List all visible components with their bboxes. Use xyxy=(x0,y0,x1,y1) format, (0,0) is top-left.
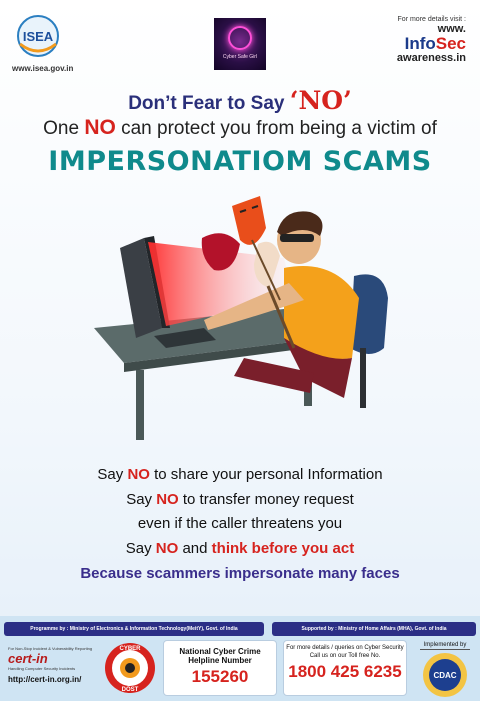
headline-line1 xyxy=(0,86,480,115)
message-m2-post: to transfer money request xyxy=(178,491,354,508)
cert-sub-text: Handling Computer Security Incidents xyxy=(8,666,76,671)
tollfree-number[interactable]: 1800 425 6235 xyxy=(288,662,402,681)
message-transfer-money xyxy=(0,491,480,508)
helpline-title: National Cyber Crime Helpline Number xyxy=(179,647,261,665)
infosec-visit-label: For more details visit : xyxy=(397,16,466,23)
message-m4-pre: Say xyxy=(125,540,156,557)
message-m2-no: NO xyxy=(156,491,179,508)
message-m1-pre: Say xyxy=(97,466,128,483)
cyber-dost-top: CYBER xyxy=(119,646,141,652)
queries-sub: Call us on our Toll free No. xyxy=(309,653,381,659)
cyber-safe-girl-logo xyxy=(214,18,266,70)
infosec-logo[interactable] xyxy=(397,16,466,64)
headline-line2 xyxy=(0,116,480,140)
cyber-dost-bottom: DOST xyxy=(121,687,139,693)
cert-in-url[interactable]: http://cert-in.org.in/ xyxy=(8,675,82,684)
supported-bar: Supported by : Ministry of Home Affairs (MHA), Govt. of India xyxy=(272,622,476,636)
isea-logo xyxy=(12,14,64,60)
cert-tiny-text: For Non-Stop Incident & Vulnerability Reporting xyxy=(8,646,93,651)
headline-line1-pre: Don’t Fear to Say xyxy=(128,93,290,114)
message-m4-no: NO xyxy=(155,540,179,557)
message-m4-think: think before you act xyxy=(211,540,355,557)
message-think xyxy=(0,540,480,557)
implemented-underline xyxy=(420,649,470,650)
headline-line2-post: can protect you from being a victim of xyxy=(115,118,437,139)
message-m1-post: to share your personal Information xyxy=(149,466,383,483)
implemented-by-label: Implemented by xyxy=(423,642,467,648)
message-m2-pre: Say xyxy=(126,491,157,508)
isea-logo-text: ISEA xyxy=(22,29,54,44)
programme-bar: Programme by : Ministry of Electronics & Information Technology(MeitY), Govt. of India xyxy=(4,622,264,636)
message-share-info xyxy=(0,466,480,483)
infosec-www: www. xyxy=(437,23,466,35)
infosec-brand-info: Info xyxy=(404,34,436,53)
implemented-by xyxy=(414,642,476,701)
infosec-brand xyxy=(397,35,466,52)
helpline-box xyxy=(163,640,277,696)
cyber-dost-logo xyxy=(104,642,156,694)
tollfree-box xyxy=(283,640,407,696)
headline-line2-no: NO xyxy=(84,116,116,139)
message-caller-threatens: even if the caller threatens you xyxy=(137,515,343,532)
helpline-number[interactable]: 155260 xyxy=(191,667,249,686)
cdac-label: CDAC xyxy=(433,671,457,680)
isea-url[interactable]: www.isea.gov.in xyxy=(12,64,74,73)
message-impersonate: Because scammers impersonate many faces xyxy=(80,565,400,582)
message-m4-mid: and xyxy=(178,540,212,557)
queries-title: For more details / queries on Cyber Security xyxy=(286,645,404,651)
page-title: IMPERSONATIOM SCAMS xyxy=(48,146,432,177)
cert-in-name: cert-in xyxy=(8,651,48,666)
message-m1-no: NO xyxy=(127,466,150,483)
headline-no-word: ‘NO’ xyxy=(289,86,352,115)
logo-ring-icon xyxy=(228,26,252,50)
cdac-seal-icon xyxy=(422,652,468,698)
infosec-brand-sec: Sec xyxy=(435,34,466,53)
scammer-illustration xyxy=(84,188,414,458)
cert-in-logo[interactable] xyxy=(8,646,94,694)
center-logo-caption: Cyber Safe Girl xyxy=(222,54,258,60)
headline-line2-pre: One xyxy=(43,118,85,139)
infosec-awareness: awareness.in xyxy=(396,52,466,64)
